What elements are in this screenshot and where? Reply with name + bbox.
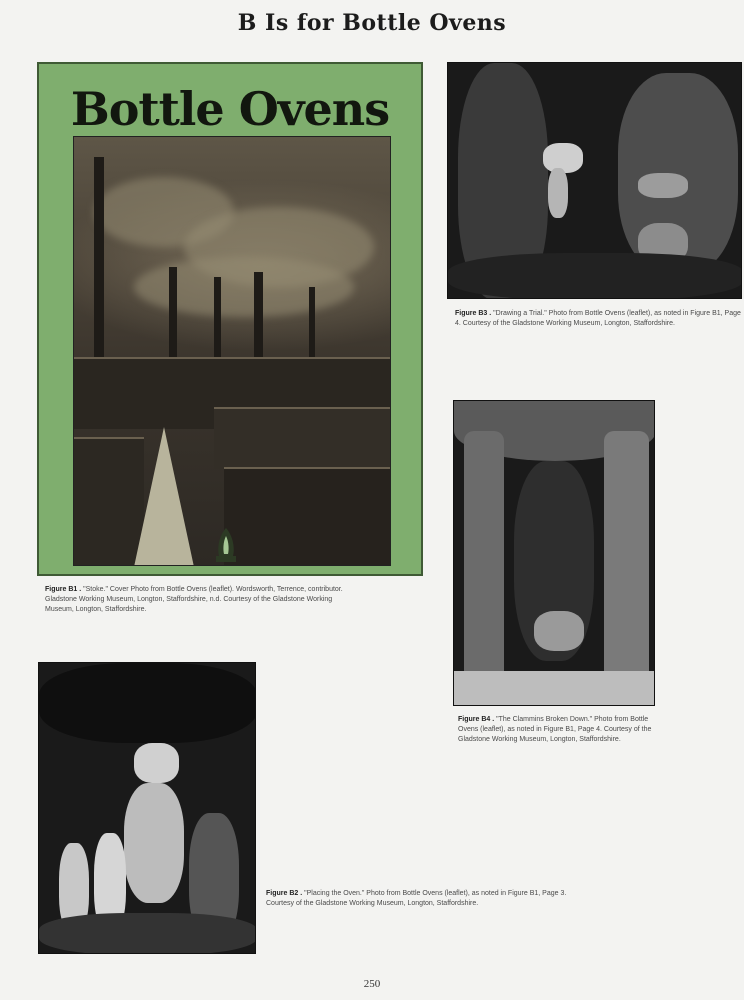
figure-b3-photo: [447, 62, 742, 299]
figure-b4-photo: [453, 400, 655, 706]
caption-text: "Drawing a Trial." Photo from Bottle Ovens (leaflet), as noted in Figure B1, Page 4. Courtesy of the Gladstone Working Museum, Longton, Staffordshire.: [455, 310, 741, 327]
figure-b2-photo: [38, 662, 256, 954]
cover-title: Bottle Ovens: [70, 82, 390, 136]
figure-b3-caption: [455, 309, 743, 329]
figure-label: Figure B1 .: [45, 586, 82, 593]
figure-b1-cover-image: [37, 62, 423, 576]
caption-text: "The Clammins Broken Down." Photo from Bottle Ovens (leaflet), as noted in Figure B1, Page 4. Courtesy of the Gladstone Working Museum, Longton, Staffordshire.: [458, 716, 652, 743]
figure-b2-caption: [266, 889, 586, 909]
figure-b1-caption: [45, 585, 345, 615]
figure-b4-caption: [458, 715, 658, 745]
figure-label: Figure B3 .: [455, 310, 492, 317]
page-number: 250: [363, 978, 381, 990]
figure-label: Figure B4 .: [458, 716, 495, 723]
caption-text: "Placing the Oven." Photo from Bottle Ovens (leaflet), as noted in Figure B1, Page 3. Courtesy of the Gladstone Working Museum, Longton, Staffordshire.: [266, 890, 567, 907]
caption-text: "Stoke." Cover Photo from Bottle Ovens (leaflet). Wordsworth, Terrence, contributor. Gladstone Working Museum, Longton, Staffordshire, n.d. Courtesy of the Gladstone Working Museum, Longton, Staffordshire.: [45, 586, 343, 613]
page-title: B Is for Bottle Ovens: [237, 10, 507, 36]
figure-label: Figure B2 .: [266, 890, 303, 897]
bottle-oven-logo-icon: [211, 526, 241, 566]
cover-industrial-photo: [73, 136, 391, 566]
